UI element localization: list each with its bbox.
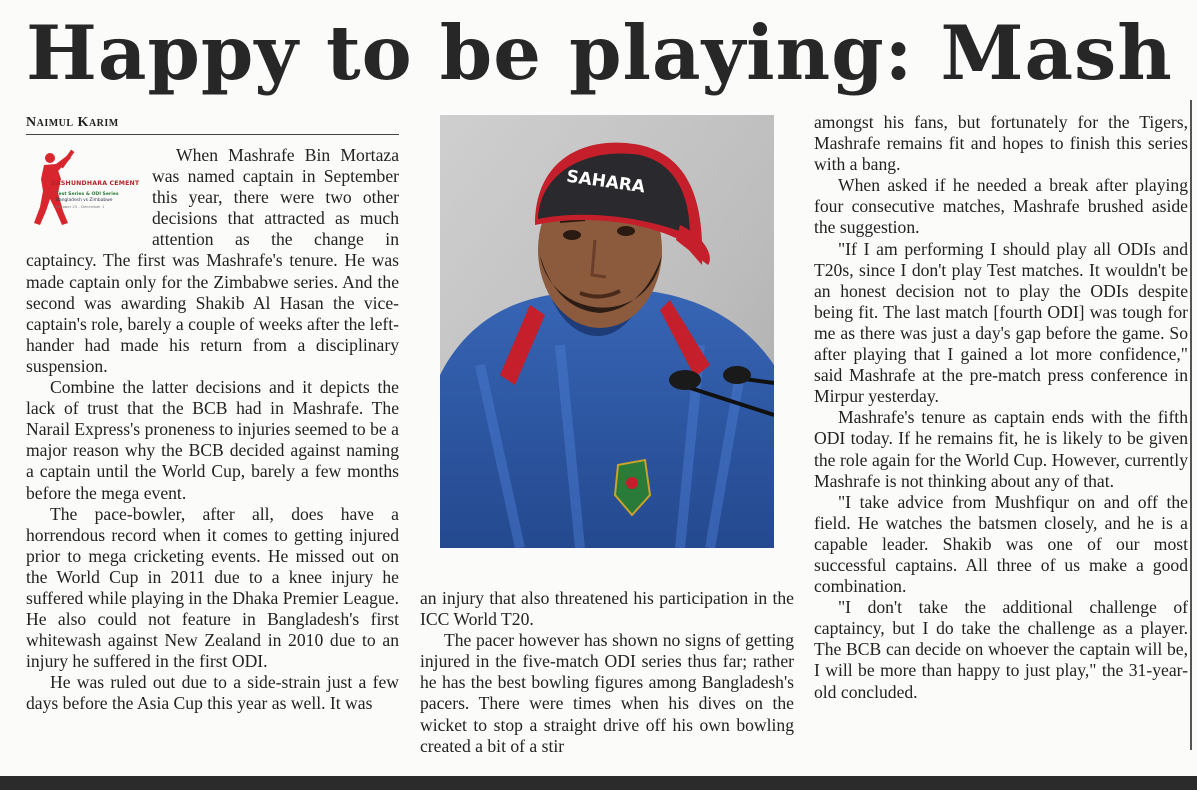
paragraph: "I don't take the additional challenge of captaincy, but I do take the challenge as a player. The BCB can decide on whoever the captain will be, I will be more than happy to just play," the 31-year-old concluded. <box>814 597 1188 702</box>
paragraph: amongst his fans, but fortunately for the Tigers, Mashrafe remains fit and hopes to finish this series with a bang. <box>814 112 1188 175</box>
headline: Happy to be playing: Mash <box>26 9 1173 97</box>
article-column-3 <box>814 112 1188 703</box>
player-photo <box>440 115 774 548</box>
sponsor-line-3: October 25 - December 1 <box>56 204 105 209</box>
sponsor-brand: BASHUNDHARA CEMENT <box>51 180 140 187</box>
column-rule <box>1190 100 1192 750</box>
paragraph: The pace-bowler, after all, does have a horrendous record when it comes to getting injured prior to mega cricketing events. He missed out on the World Cup in 2011 due to a knee injury he suffered while playing in the Dhaka Premier League. He also could not feature in Bangladesh's first whitewash against New Zealand in 2010 due to an injury he suffered in the first ODI. <box>26 503 399 672</box>
paragraph: When asked if he needed a break after playing four consecutive matches, Mashrafe brushed aside the suggestion. <box>814 175 1188 238</box>
sponsor-logo <box>26 147 146 231</box>
cap-sponsor-text: SAHARA <box>565 166 647 198</box>
paragraph: an injury that also threatened his participation in the ICC World T20. <box>420 588 794 630</box>
sponsor-line-2: Bangladesh vs Zimbabwe <box>56 198 113 203</box>
sponsor-line-1: Test Series & ODI Series <box>56 192 119 197</box>
paragraph: When Mashrafe Bin Mortaza was named captain in September this year, there were two other decisions that attracted as much attention as the change in captaincy. The first was Mashrafe's tenure. He was made captain only for the Zimbabwe series. And the second was awarding Shakib Al Hasan the vice-captain's role, barely a couple of weeks after the left-hander had made his return from a disciplinary suspension. <box>26 145 399 376</box>
page-footer-bar <box>0 776 1197 790</box>
article-column-2 <box>420 588 794 757</box>
paragraph: "If I am performing I should play all ODIs and T20s, since I don't play Test matches. It wouldn't be an honest decision not to play the ODIs despite being fit. The last match [fourth ODI] was tough for me as there was just a day's gap before the game. So after playing that I gained a lot more confidence," said Mashrafe at the pre-match press conference in Mirpur yesterday. <box>814 238 1188 407</box>
article-column-1 <box>26 112 399 715</box>
paragraph: "I take advice from Mushfiqur on and off the field. He watches the batsmen closely, and he is a capable leader. Shakib was one of our most successful captains. All three of us make a good combination. <box>814 491 1188 597</box>
paragraph: The pacer however has shown no signs of getting injured in the five-match ODI series thus far; rather he has the best bowling figures among Bangladesh's pacers. There were times when his dives on the wicket to stop a straight drive off his own bowling created a bit of a stir <box>420 630 794 756</box>
paragraph: Mashrafe's tenure as captain ends with the fifth ODI today. If he remains fit, he is likely to be given the role again for the World Cup. However, currently Mashrafe is not thinking about any of that. <box>814 407 1188 491</box>
paragraph: Combine the latter decisions and it depicts the lack of trust that the BCB had in Mashrafe. The Narail Express's proneness to injuries seemed to be a major reason why the BCB decided against naming a captain until the World Cup, barely a few months before the mega event. <box>26 377 399 503</box>
byline: Naimul Karim <box>26 112 399 135</box>
paragraph: He was ruled out due to a side-strain just a few days before the Asia Cup this year as well. It was <box>26 672 399 714</box>
